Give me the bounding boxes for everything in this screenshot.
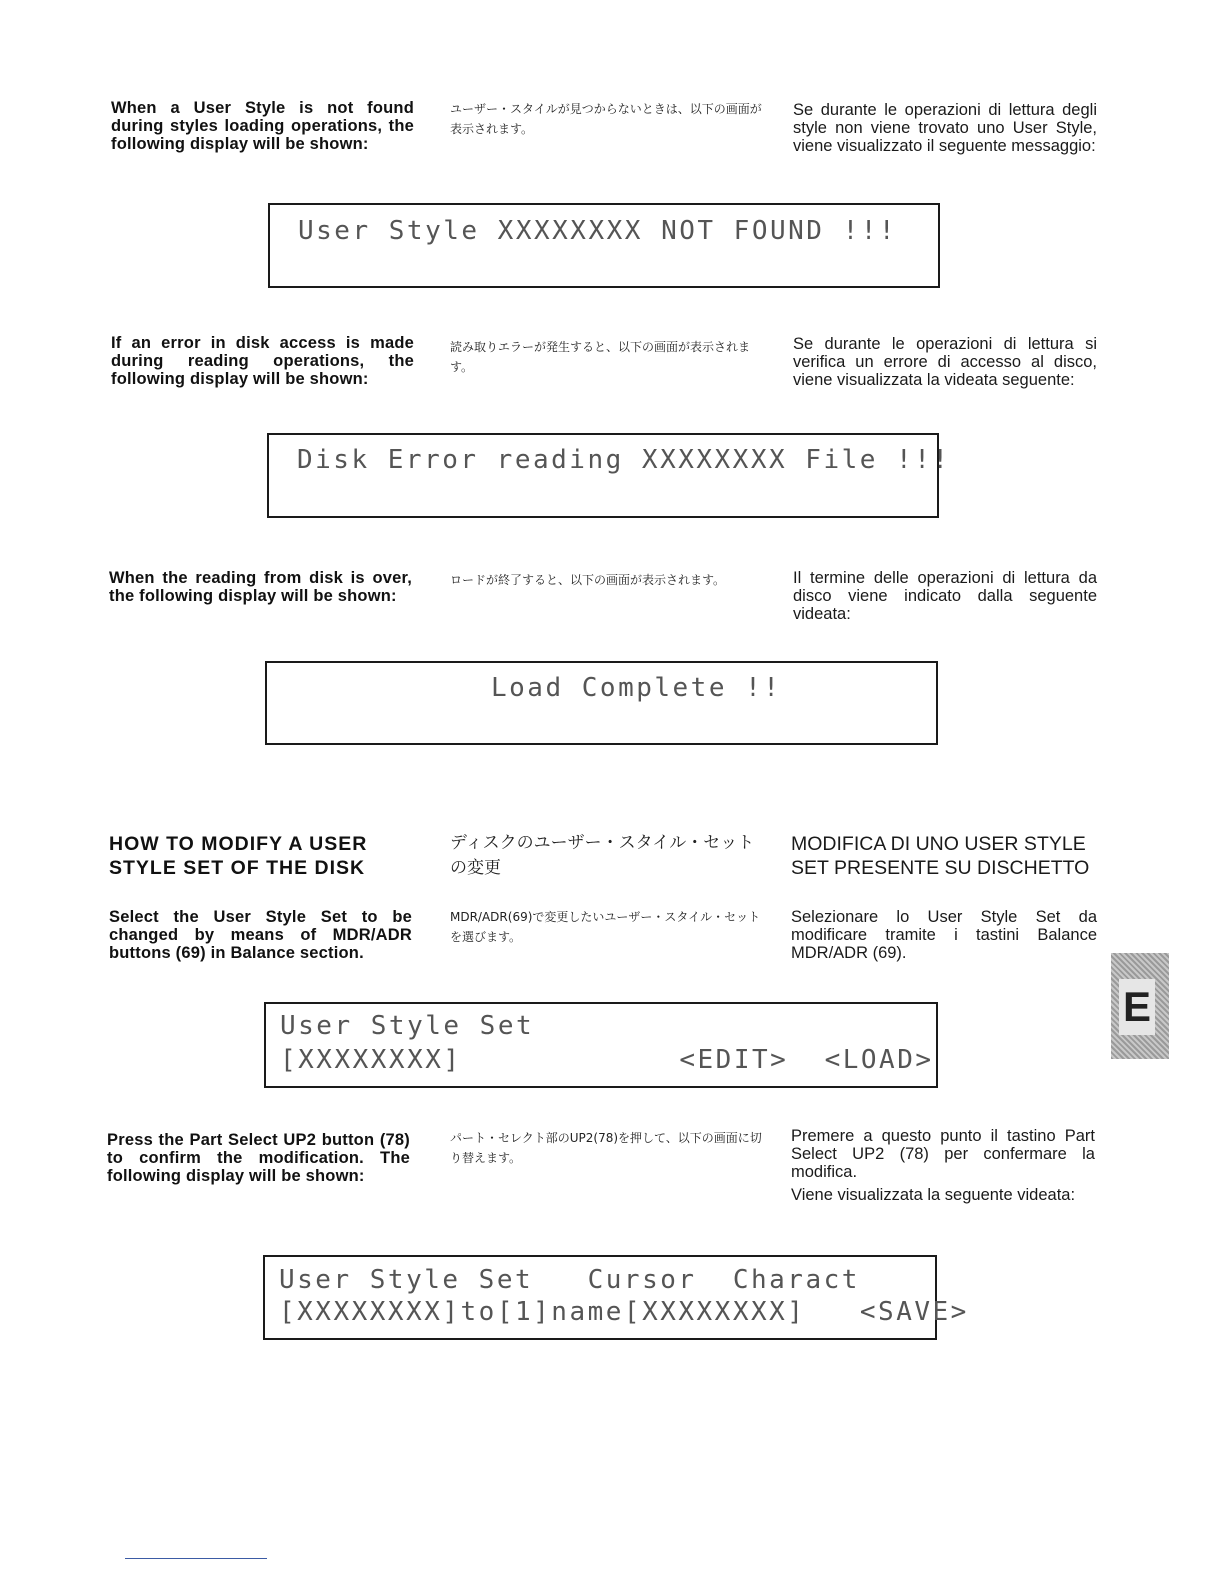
- lcd-text: Disk Error reading XXXXXXXX File !!!: [297, 445, 951, 475]
- section-heading-it: MODIFICA DI UNO USER STYLE SET PRESENTE SU DISCHETTO: [791, 833, 1090, 879]
- instruction-en-style-not-found: When a User Style is not found during styles loading operations, the following display will be shown:: [111, 99, 414, 153]
- instruction-it-load-complete: Il termine delle operazioni di lettura da disco viene indicato dalla seguente videata:: [793, 569, 1097, 623]
- instruction-it-press-up2-display: Viene visualizzata la seguente videata:: [791, 1186, 1076, 1204]
- lcd-display-disk-error: [267, 433, 951, 518]
- instruction-it-press-up2: Premere a questo punto il tastino Part Select UP2 (78) per confermare la modifica.: [791, 1127, 1095, 1181]
- instruction-en-disk-error: If an error in disk access is made during reading operations, the following display will be shown:: [111, 334, 414, 388]
- lcd-display-load-complete: [265, 661, 938, 745]
- lcd-text: Load Complete !!: [491, 673, 782, 703]
- instruction-it-style-not-found: Se durante le operazioni di lettura degli style non viene trovato uno User Style, viene visualizzato il seguente messaggio:: [793, 101, 1097, 155]
- instruction-en-select-set: Select the User Style Set to be changed by means of MDR/ADR buttons (69) in Balance section.: [109, 908, 412, 962]
- footer-rule: [125, 1558, 267, 1559]
- lcd-display-not-found: [268, 203, 940, 288]
- instruction-jp-load-complete: ロードが終了すると、以下の画面が表示されます。: [450, 573, 726, 587]
- section-heading-jp: ディスクのユーザー・スタイル・セットの変更: [450, 833, 755, 878]
- instruction-en-load-complete: When the reading from disk is over, the following display will be shown:: [109, 569, 412, 605]
- section-tab: [1111, 953, 1169, 1059]
- lcd-display-save: [263, 1255, 969, 1340]
- instruction-en-press-up2: Press the Part Select UP2 button (78) to confirm the modification. The following display will be shown:: [107, 1131, 410, 1185]
- instruction-jp-press-up2: パート・セレクト部のUP2(78)を押して、以下の画面に切り替えます。: [450, 1131, 762, 1165]
- lcd-text-line-2: [XXXXXXXX] <EDIT> <LOAD>: [280, 1045, 934, 1075]
- lcd-text-line-1: User Style Set Cursor Charact: [279, 1265, 860, 1295]
- lcd-display-user-style-set: [264, 1002, 938, 1088]
- lcd-text-line-1: User Style Set: [280, 1011, 535, 1041]
- instruction-it-select-set: Selezionare lo User Style Set da modificare tramite i tastini Balance MDR/ADR (69).: [791, 908, 1097, 962]
- instruction-jp-style-not-found: ユーザー・スタイルが見つからないときは、以下の画面が表示されます。: [450, 102, 762, 136]
- instruction-jp-disk-error: 読み取りエラーが発生すると、以下の画面が表示されます。: [450, 340, 751, 374]
- section-heading-en: HOW TO MODIFY A USER STYLE SET OF THE DISK: [109, 833, 368, 879]
- lcd-text: User Style XXXXXXXX NOT FOUND !!!: [298, 216, 898, 246]
- section-tab-letter: E: [1119, 979, 1155, 1035]
- instruction-it-disk-error: Se durante le operazioni di lettura si verifica un errore di accesso al disco, viene visualizzata la videata seguente:: [793, 335, 1097, 389]
- lcd-text-line-2: [XXXXXXXX]to[1]name[XXXXXXXX] <SAVE>: [279, 1297, 969, 1327]
- instruction-jp-select-set: MDR/ADR(69)で変更したいユーザー・スタイル・セットを選びます。: [450, 910, 761, 944]
